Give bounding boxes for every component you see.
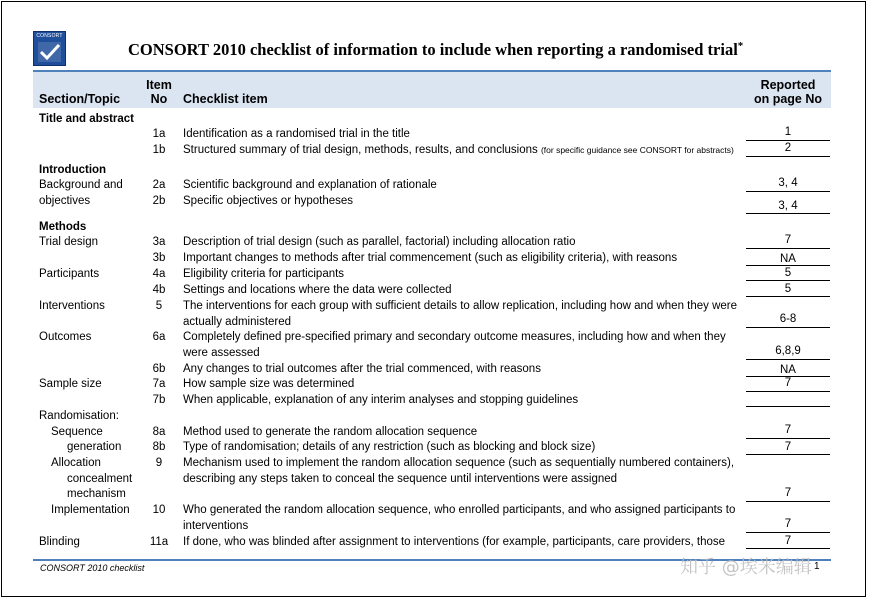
item-text-line1: Mechanism used to implement the random allocation sequence (such as sequentially numbered containers),: [183, 457, 735, 469]
topic-sequence-line1: Sequence: [51, 426, 103, 438]
section-methods: Methods: [39, 221, 87, 233]
topic-sample-size: Sample size: [39, 378, 102, 390]
item-no: 6a: [152, 331, 166, 343]
topic-interventions: Interventions: [39, 300, 105, 312]
item-no: 7a: [152, 378, 166, 390]
page-underline: [746, 359, 830, 360]
item-text: Important changes to methods after trial commencement (such as eligibility criteria), with reasons: [183, 252, 678, 264]
item-no: 3b: [152, 252, 166, 264]
item-no: 4a: [152, 268, 166, 280]
page-number: 7: [784, 535, 792, 547]
item-text-line2: actually administered: [183, 316, 292, 328]
topic-allocation-line3: mechanism: [67, 488, 126, 500]
section-randomisation: Randomisation:: [39, 410, 119, 422]
topic-background-line2: objectives: [39, 195, 91, 207]
section-introduction: Introduction: [39, 164, 107, 176]
item-no: 6b: [152, 363, 166, 375]
item-no: 7b: [152, 394, 166, 406]
header-item-line1: Item: [146, 78, 172, 92]
page-number: 5: [784, 283, 792, 295]
item-text: Description of trial design (such as parallel, factorial) including allocation ratio: [183, 236, 576, 248]
page-title: CONSORT 2010 checklist of information to include when reporting a randomised trial*: [128, 40, 744, 59]
checkmark-icon: [38, 42, 61, 62]
page-underline: [746, 248, 830, 249]
item-text: Settings and locations where the data were collected: [183, 284, 452, 296]
page-underline: [746, 501, 830, 502]
topic-implementation: Implementation: [51, 504, 130, 516]
item-text: Scientific background and explanation of rationale: [183, 179, 437, 191]
topic-trial-design: Trial design: [39, 236, 99, 248]
topic-background-line1: Background and: [39, 179, 123, 191]
topic-sequence-line2: generation: [67, 441, 122, 453]
page-number: NA: [780, 364, 796, 376]
page-underline: [746, 532, 830, 533]
item-text: Type of randomisation; details of any restriction (such as blocking and block size): [183, 441, 596, 453]
item-text: Any changes to trial outcomes after the trial commenced, with reasons: [183, 363, 541, 375]
item-text-line2: were assessed: [183, 347, 260, 359]
item-no: 1b: [152, 144, 166, 156]
header-item-line2: No: [150, 92, 168, 106]
section-title-abstract: Title and abstract: [39, 113, 135, 125]
page-number: 7: [784, 424, 792, 436]
item-text: Eligibility criteria for participants: [183, 268, 345, 280]
page-number: 5: [784, 267, 792, 279]
page-number: 6-8: [779, 313, 797, 325]
page-number: 3, 4: [778, 177, 798, 189]
page-underline: [746, 327, 830, 328]
page-number: 7: [784, 518, 792, 530]
item-text-line2: describing any steps taken to conceal the sequence until interventions were assigned: [183, 473, 618, 485]
item-no: 2b: [152, 195, 166, 207]
topic-allocation-line2: concealment: [67, 473, 133, 485]
page-underline: [746, 438, 830, 439]
page-number: 1: [784, 126, 792, 138]
item-no: 4b: [152, 284, 166, 296]
item-text: Specific objectives or hypotheses: [183, 195, 354, 207]
footer-label: CONSORT 2010 checklist: [40, 563, 145, 573]
item-text-line2: interventions: [183, 520, 249, 532]
page-number: 2: [784, 142, 792, 154]
page-number: 7: [784, 441, 792, 453]
item-no: 10: [152, 504, 166, 516]
item-no: 2a: [152, 179, 166, 191]
item-text-line1: The interventions for each group with sufficient details to allow replication, including how and when they were: [183, 300, 738, 312]
page-number: 6,8,9: [775, 345, 801, 357]
item-text: Method used to generate the random allocation sequence: [183, 426, 478, 438]
topic-allocation-line1: Allocation: [51, 457, 101, 469]
page-underline: [746, 454, 830, 455]
item-note: (for specific guidance see CONSORT for abstracts): [540, 145, 734, 155]
logo-text: CONSORT: [36, 33, 63, 39]
page-underline: [746, 391, 830, 392]
consort-logo: [33, 31, 66, 66]
page-corner-number: 1: [814, 561, 820, 572]
page-number: 3, 4: [778, 200, 798, 212]
page-underline: [746, 213, 830, 214]
item-no: 8b: [152, 441, 166, 453]
topic-outcomes: Outcomes: [39, 331, 92, 343]
header-reported-line2: on page No: [753, 92, 823, 106]
page-underline: [746, 548, 830, 549]
item-no: 9: [155, 457, 163, 469]
page-underline: [746, 191, 830, 192]
page-number: 7: [784, 377, 792, 389]
topic-blinding: Blinding: [39, 536, 80, 548]
page-underline: [746, 156, 830, 157]
topic-participants: Participants: [39, 268, 100, 280]
header-checklist-item: Checklist item: [183, 92, 268, 106]
item-text-line1: Who generated the random allocation sequence, who enrolled participants, and who assigned participants to: [183, 504, 736, 516]
page-underline: [746, 296, 830, 297]
watermark: 知乎 @埃米编辑: [680, 557, 812, 578]
item-text: Structured summary of trial design, methods, results, and conclusions (for specific guidance see CONSORT for abstracts): [183, 144, 734, 156]
item-no: 11a: [149, 536, 169, 548]
item-no: 1a: [152, 128, 166, 140]
page-underline: [746, 406, 830, 407]
item-text-line1: Completely defined pre-specified primary and secondary outcome measures, including how and when they: [183, 331, 726, 343]
page-number: NA: [780, 253, 796, 265]
page-underline: [746, 280, 830, 281]
item-no: 8a: [152, 426, 166, 438]
page-number: 7: [784, 487, 792, 499]
page-number: 7: [784, 234, 792, 246]
item-text: When applicable, explanation of any interim analyses and stopping guidelines: [183, 394, 579, 406]
item-text: Identification as a randomised trial in the title: [183, 128, 410, 140]
item-text: If done, who was blinded after assignment to interventions (for example, participants, care providers, those: [183, 536, 726, 548]
header-section-topic: Section/Topic: [39, 92, 121, 106]
item-no: 5: [155, 300, 163, 312]
item-no: 3a: [152, 236, 166, 248]
item-text: How sample size was determined: [183, 378, 355, 390]
header-reported-line1: Reported: [760, 78, 816, 92]
